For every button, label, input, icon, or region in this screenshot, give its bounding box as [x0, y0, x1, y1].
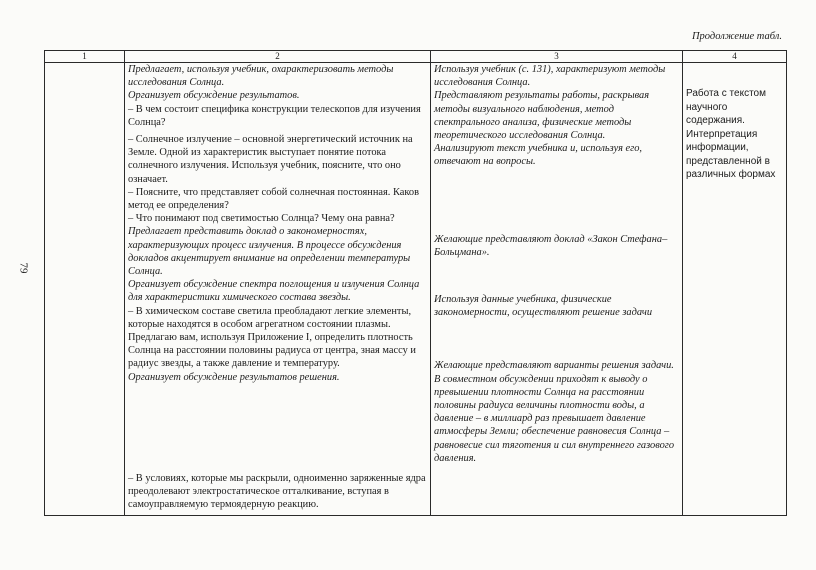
- teacher-text: – Что понимают под светимостью Солнца? Чему она равна?: [128, 213, 395, 225]
- teacher-text: – В чем состоит специфика конструкции телескопов для изучения Солнца?: [128, 103, 421, 128]
- teacher-text: Предлагает представить доклад о закономерностях, характеризующих процесс излучения. В процессе обсуждения докладов акцентирует внимание на определении температуры Солнца.: [128, 226, 411, 278]
- student-text: Представляют результаты работы, раскрывая методы визуального наблюдения, метод спектрального анализа, физические методы теоретического исследования Солнца.: [434, 90, 650, 142]
- student-text: Используя учебник (с. 131), характеризуют методы исследования Солнца.: [434, 64, 666, 89]
- teacher-text: – Поясните, что представляет собой солнечная постоянная. Каков метод ее определения?: [128, 186, 420, 212]
- cell-col-3: [431, 63, 683, 516]
- student-text: Используя данные учебника, физические закономерности, осуществляют решение задачи: [434, 294, 653, 319]
- cell-col-2: [125, 63, 431, 516]
- header-col-1: 1: [45, 51, 125, 63]
- continuation-note: Продолжение табл.: [691, 31, 782, 42]
- student-text: Анализируют текст учебника и, используя его, отвечают на вопросы.: [434, 143, 642, 168]
- teacher-text: – В химическом составе светила преобладают легкие элементы, которые находятся в особом агрегатном состоянии плазмы.: [128, 305, 412, 330]
- page-number: 79: [17, 262, 30, 274]
- teacher-text: – Солнечное излучение – основной энергетический источник на Земле. Одной из характеристик выступает понятие потока солнечного излучения. Используя учебник, поясните, что оно означает.: [128, 134, 413, 185]
- teacher-text: Предлагает, используя учебник, охарактеризовать методы исследования Солнца.: [128, 64, 394, 89]
- teacher-text: Предлагаю вам, используя Приложение I, определить плотность Солнца на расстоянии половины радиуса от центра, зная массу и радиус звезды, а также давление и температуру.: [128, 332, 416, 370]
- header-col-2: 2: [125, 51, 431, 63]
- activity-text: Работа с текстом научного содержания. Интерпретация информации, представленной в различных формах: [686, 88, 776, 180]
- cell-col-1: [45, 63, 125, 516]
- header-row: [45, 51, 787, 63]
- teacher-text: Организует обсуждение спектра поглощения и излучения Солнца для характеристики химического состава звезды.: [128, 279, 420, 304]
- lesson-table: [44, 50, 787, 516]
- student-text: Желающие представляют доклад «Закон Стефана–Больцмана».: [434, 233, 668, 258]
- teacher-text: Организует обсуждение результатов.: [128, 90, 300, 102]
- cell-col-4: [683, 63, 787, 516]
- teacher-text: Организует обсуждение результатов решения.: [128, 371, 340, 383]
- teacher-text: – В условиях, которые мы раскрыли, одноименно заряженные ядра преодолевают электростатическое отталкивание, вступая в самоуправляемую термоядерную реакцию.: [128, 472, 426, 511]
- student-text: Желающие представляют варианты решения задачи. В совместном обсуждении приходят к выводу о превышении плотности Солнца на расстоянии половины радиуса величины плотности воды, а давление – в миллиард раз превышает давление атмосферы Земли; обеспечение равновесия Солнца – равновесие сил тяготения и сил внутреннего газового давления.: [434, 360, 675, 464]
- header-col-3: 3: [431, 51, 683, 63]
- header-col-4: 4: [683, 51, 787, 63]
- table-row: [45, 63, 787, 516]
